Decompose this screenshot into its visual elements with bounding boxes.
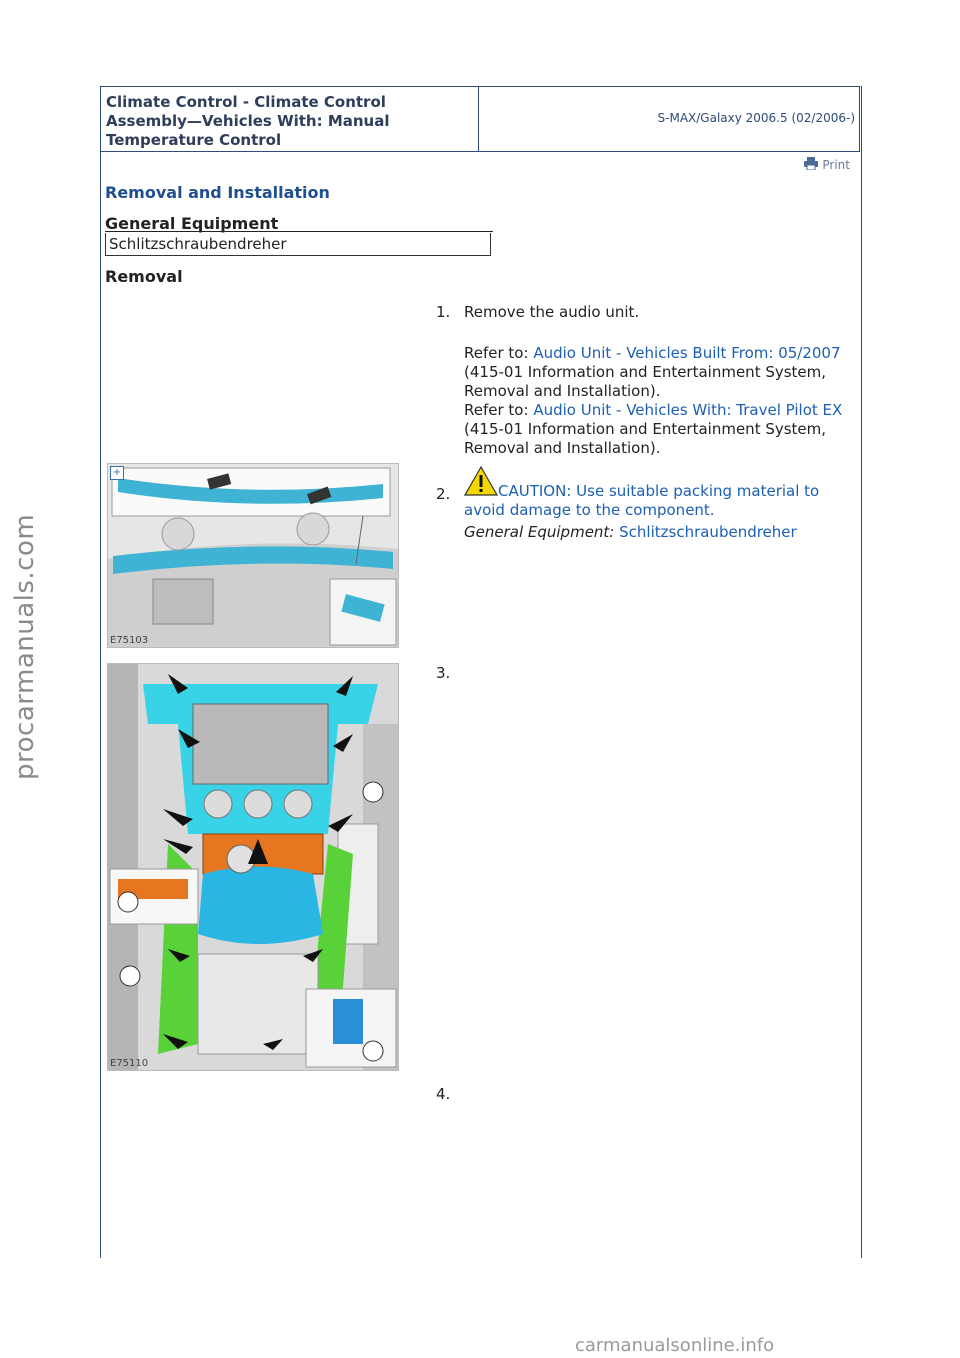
footer-watermark: carmanualsonline.info xyxy=(575,1335,775,1356)
audio-unit-travel-pilot-link[interactable]: Audio Unit - Vehicles With: Travel Pilot EX xyxy=(533,401,843,419)
side-watermark: procarmanuals.com xyxy=(10,513,40,780)
equipment-link[interactable]: Schlitzschraubendreher xyxy=(619,523,797,541)
figure-e75110[interactable] xyxy=(107,663,399,1071)
general-equipment-heading: General Equipment xyxy=(105,214,279,233)
step-1-text: Remove the audio unit. xyxy=(464,303,640,321)
refer-prefix: Refer to: xyxy=(464,401,534,419)
step-number: 1. xyxy=(436,303,451,321)
step-number: 4. xyxy=(436,1085,451,1103)
section-title: Removal and Installation xyxy=(105,183,330,202)
equipment-label: General Equipment: xyxy=(464,523,620,541)
warning-icon xyxy=(464,466,498,501)
removal-heading: Removal xyxy=(105,267,183,286)
dashboard-trim-illustration xyxy=(108,464,398,647)
printer-icon xyxy=(804,157,818,173)
step-1-refer-1 xyxy=(464,344,854,401)
step-number: 3. xyxy=(436,664,451,682)
refer-suffix: (415-01 Information and Entertainment System, Removal and Installation). xyxy=(464,420,827,457)
step-2-caution xyxy=(464,466,854,520)
audio-unit-2007-link[interactable]: Audio Unit - Vehicles Built From: 05/2007 xyxy=(533,344,841,362)
print-button[interactable] xyxy=(804,157,850,173)
document-title xyxy=(101,87,479,151)
figure-e75103[interactable] xyxy=(107,463,399,648)
title-line: Climate Control - Climate Control xyxy=(106,93,386,111)
figure-id: E75103 xyxy=(110,635,149,646)
caution-text: CAUTION: Use suitable packing material to avoid damage to the component. xyxy=(464,482,820,519)
print-label: Print xyxy=(822,158,850,172)
title-line: Assembly—Vehicles With: Manual xyxy=(106,112,390,130)
figure-id: E75110 xyxy=(110,1058,149,1069)
zoom-icon[interactable]: + xyxy=(110,466,124,480)
model-label: S-MAX/Galaxy 2006.5 (02/2006-) xyxy=(657,111,855,125)
title-line: Temperature Control xyxy=(106,131,282,149)
refer-suffix: (415-01 Information and Entertainment System, Removal and Installation). xyxy=(464,363,827,400)
center-console-illustration xyxy=(108,664,398,1070)
divider xyxy=(105,231,493,232)
step-2-equipment xyxy=(464,523,854,542)
equipment-item: Schlitzschraubendreher xyxy=(105,233,491,256)
refer-prefix: Refer to: xyxy=(464,344,534,362)
step-1-refer-2 xyxy=(464,401,854,458)
document-header xyxy=(100,86,860,152)
step-number: 2. xyxy=(436,485,451,503)
